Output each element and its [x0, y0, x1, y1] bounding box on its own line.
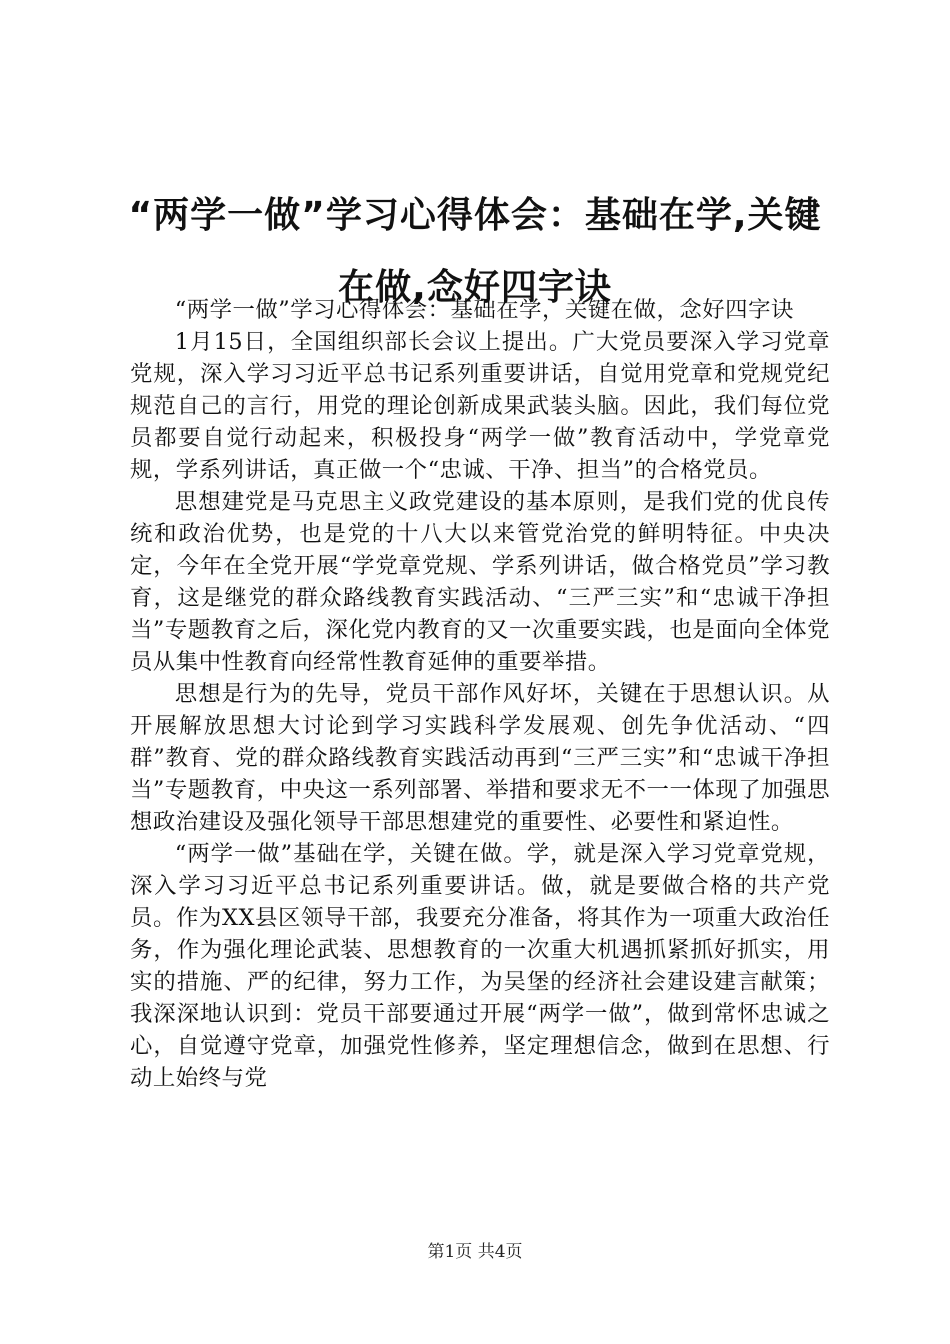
paragraph: 思想是行为的先导，党员干部作风好坏，关键在于思想认识。从开展解放思想大讨论到学习实践科学发展观、创先争优活动、“四群”教育、党的群众路线教育实践活动再到“三严三实”和“忠诚干净担当”专题教育，中央这一系列部署、举措和要求无不一一体现了加强思想政治建设及强化领导干部思想建党的重要性、必要性和紧迫性。 — [130, 681, 830, 835]
paragraph: “两学一做”基础在学，关键在做。学，就是深入学习党章党规，深入学习习近平总书记系列重要讲话。做，就是要做合格的共产党员。作为XX县区领导干部，我要充分准备，将其作为一项重大政治任务，作为强化理论武装、思想教育的一次重大机遇抓紧抓好抓实，用实的措施、严的纪律，努力工作，为吴堡的经济社会建设建言献策；我深深地认识到：党员干部要通过开展“两学一做”，做到常怀忠诚之心，自觉遵守党章，加强党性修养，坚定理想信念，做到在思想、行动上始终与党 — [130, 841, 830, 1091]
title-line-1: “两学一做”学习心得体会：基础在学,关键 — [128, 195, 822, 236]
paragraph: 思想建党是马克思主义政党建设的基本原则，是我们党的优良传统和政治优势，也是党的十八大以来管党治党的鲜明特征。中央决定，今年在全党开展“学党章党规、学系列讲话，做合格党员”学习教育，这是继党的群众路线教育实践活动、“三严三实”和“忠诚干净担当”专题教育之后，深化党内教育的又一次重要实践，也是面向全体党员从集中性教育向经常性教育延伸的重要举措。 — [130, 489, 830, 675]
document-body — [130, 294, 830, 1094]
page-footer: 第1页 共4页 — [427, 1242, 523, 1262]
paragraph: 1月15日，全国组织部长会议上提出。广大党员要深入学习党章党规，深入学习习近平总书记系列重要讲话，自觉用党章和党规党纪规范自己的言行，用党的理论创新成果武装头脑。因此，我们每位党员都要自觉行动起来，积极投身“两学一做”教育活动中，学党章党规，学系列讲话，真正做一个“忠诚、干净、担当”的合格党员。 — [130, 329, 830, 483]
title-line-2: 在做,念好四字诀 — [338, 267, 612, 308]
paragraph-heading: “两学一做”学习心得体会：基础在学，关键在做，念好四字诀 — [174, 297, 794, 323]
